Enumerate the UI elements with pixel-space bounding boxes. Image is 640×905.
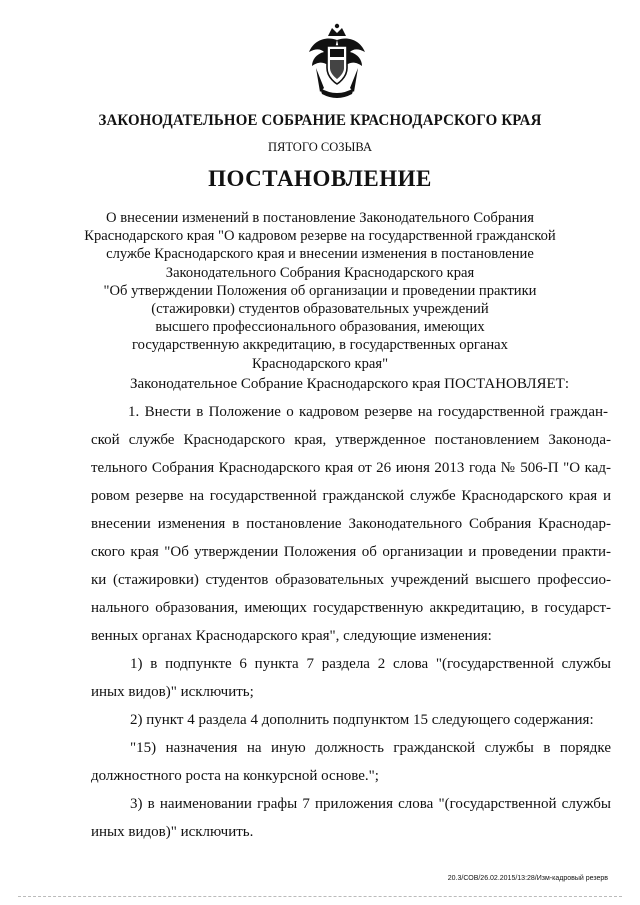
paragraph-line: "15) назначения на иную должность гражданской службы в порядке (130, 740, 611, 756)
page-divider (18, 896, 622, 897)
paragraph-line: должностного роста на конкурсной основе."; (91, 768, 379, 784)
convocation-label: ПЯТОГО СОЗЫВА (267, 140, 373, 154)
paragraph-line: ского края "Об утверждении Положения об организации и проведении практи- (91, 544, 611, 560)
paragraph-line: внесении изменения в постановление Законодательного Собрания Краснодар- (91, 516, 611, 532)
paragraph-line: 1. Внести в Положение о кадровом резерве на государственной граждан- (128, 404, 608, 420)
file-reference-footer: 20.3/СОВ/26.02.2015/13:28/Изм-кадровый резерв (447, 875, 608, 882)
subject-line: высшего профессионального образования, имеющих (155, 319, 485, 336)
coat-of-arms-emblem (306, 22, 368, 100)
subject-line: Краснодарского края" (251, 355, 389, 372)
subject-line: "Об утверждении Положения об организации и проведении практики (103, 282, 537, 299)
subject-line: Законодательного Собрания Краснодарского края (165, 264, 475, 281)
subject-line: (стажировки) студентов образовательных учреждений (151, 301, 489, 318)
paragraph-line: иных видов)" исключить; (91, 684, 254, 700)
subject-line: Краснодарского края "О кадровом резерве на государственной гражданской (84, 228, 556, 245)
paragraph-line: ки (стажировки) студентов образовательных учреждений высшего профессио- (91, 572, 611, 588)
paragraph-line: иных видов)" исключить. (91, 824, 254, 840)
subject-line: государственную аккредитацию, в государственных органах (132, 337, 508, 354)
organization-name: ЗАКОНОДАТЕЛЬНОЕ СОБРАНИЕ КРАСНОДАРСКОГО КРАЯ (98, 112, 542, 129)
enacting-clause: Законодательное Собрание Краснодарского края ПОСТАНОВЛЯЕТ: (130, 376, 569, 392)
paragraph-line: ской службе Краснодарского края, утвержденное постановлением Законода- (91, 432, 611, 448)
document-subject (80, 209, 560, 373)
paragraph-line: тельного Собрания Краснодарского края от 26 июня 2013 года № 506-П "О кад- (91, 460, 611, 476)
paragraph-line: нального образования, имеющих государственную аккредитацию, в государст- (91, 600, 611, 616)
subject-line: службе Краснодарского края и внесении изменения в постановление (106, 246, 534, 263)
subject-line: О внесении изменений в постановление Законодательного Собрания (106, 210, 534, 226)
paragraph-line: 3) в наименовании графы 7 приложения слова "(государственной службы (130, 796, 611, 812)
paragraph-line: венных органах Краснодарского края", следующие изменения: (91, 628, 492, 644)
paragraph-line: 1) в подпункте 6 пункта 7 раздела 2 слова "(государственной службы (130, 656, 611, 672)
document-type-title: ПОСТАНОВЛЕНИЕ (208, 166, 432, 191)
paragraph-line: 2) пункт 4 раздела 4 дополнить подпунктом 15 следующего содержания: (130, 712, 594, 728)
paragraph-line: ровом резерве на государственной гражданской службе Краснодарского края и (91, 488, 611, 504)
